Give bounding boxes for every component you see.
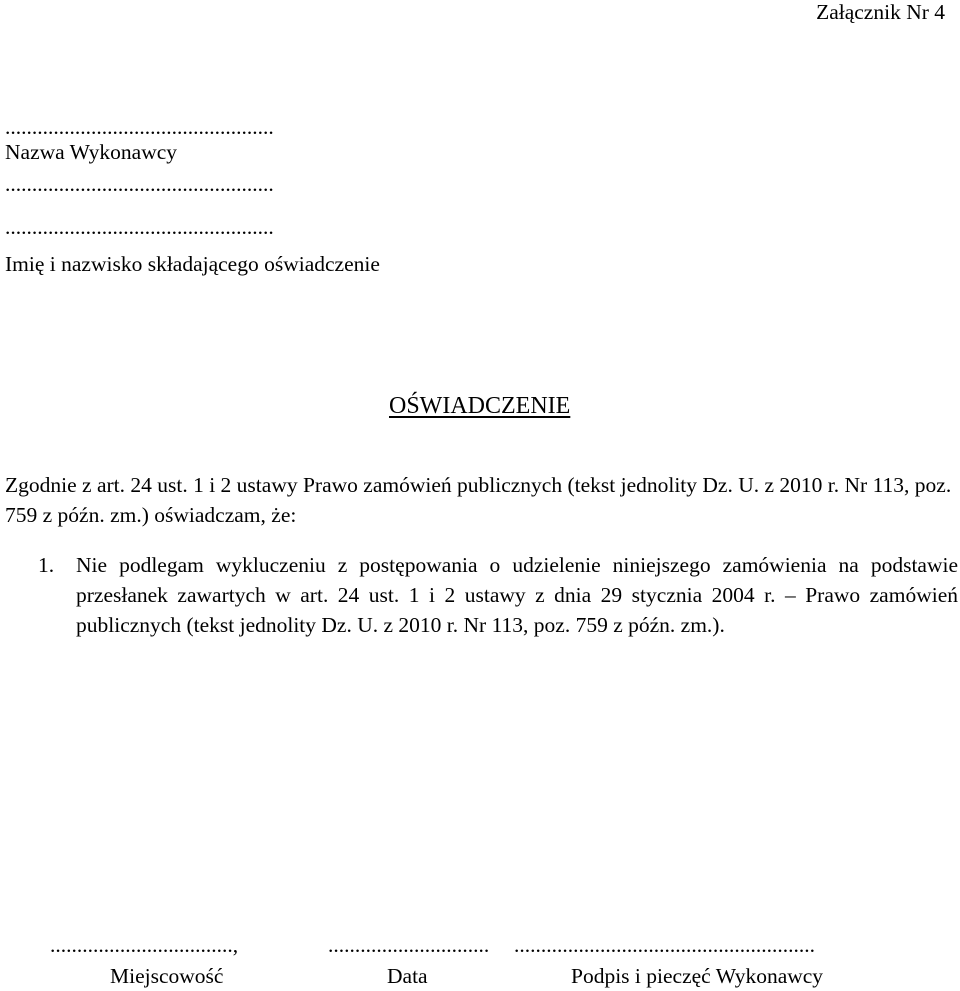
- date-label: Data: [387, 964, 428, 988]
- contractor-name-label: Nazwa Wykonawcy: [5, 140, 178, 164]
- declaration-item: [38, 550, 958, 640]
- signature-dots: ........................................................: [514, 933, 815, 957]
- contractor-name-dots: ..................................................: [5, 115, 274, 139]
- date-dots: ..............................: [328, 933, 490, 957]
- declaration-item-number: 1.: [38, 553, 55, 577]
- declaration-item-text: Nie podlegam wykluczeniu z postępowania o udzielenie niniejszego zamówienia na podstawie przesłanek zawartych w art. 24 ust. 1 i 2 ustawy z dnia 29 stycznia 2004 r. – Prawo zamówień publicznych (tekst jednolity Dz. U. z 2010 r. Nr 113, poz. 759 z późn. zm.).: [76, 553, 958, 637]
- signature-label: Podpis i pieczęć Wykonawcy: [571, 964, 824, 988]
- attachment-number: Załącznik Nr 4: [816, 0, 945, 24]
- signatory-name-label: Imię i nazwisko składającego oświadczenie: [5, 252, 380, 276]
- place-dots: ..................................,: [50, 933, 239, 957]
- signatory-name-dots: ..................................................: [5, 215, 274, 239]
- contractor-address-dots: ..................................................: [5, 172, 274, 196]
- declaration-title: OŚWIADCZENIE: [389, 393, 571, 419]
- declaration-intro: Zgodnie z art. 24 ust. 1 i 2 ustawy Prawo zamówień publicznych (tekst jednolity Dz. U. z 2010 r. Nr 113, poz. 759 z późn. zm.) oświadczam, że:: [5, 473, 952, 527]
- place-label: Miejscowość: [110, 964, 224, 988]
